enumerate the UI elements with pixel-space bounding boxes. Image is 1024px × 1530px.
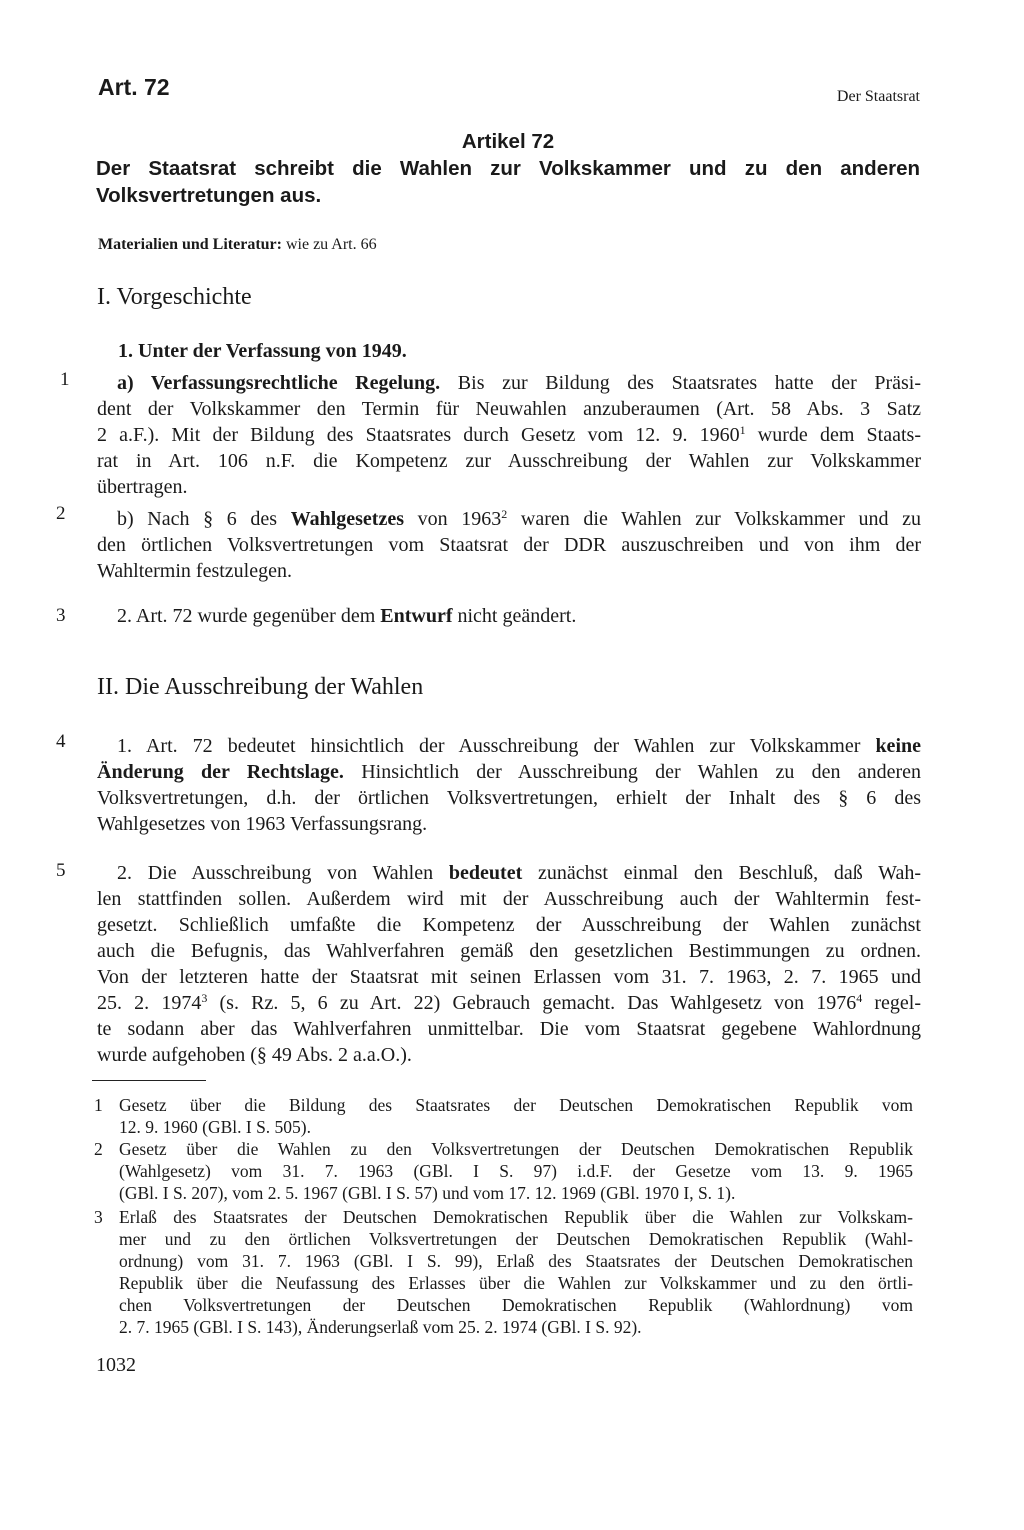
- footnote-ref[interactable]: 4: [856, 991, 863, 1005]
- margin-number: 5: [56, 860, 66, 881]
- margin-number: 4: [56, 731, 66, 752]
- footnote-line: chen Volksvertretungen der Deutschen Demokratischen Republik (Wahlordnung) vom: [119, 1295, 913, 1315]
- text-line: te sodann aber das Wahlverfahren unmittelbar. Die vom Staatsrat gegebene Wahlordnung: [97, 1018, 921, 1040]
- text-line: a) Verfassungsrechtliche Regelung. Bis zur Bildung des Staatsrates hatte der Präsi-: [117, 372, 921, 394]
- article-text-line: Volksvertretungen aus.: [96, 184, 322, 207]
- text-line: Volksvertretungen, d.h. der örtlichen Volksvertretungen, erhielt der Inhalt des § 6 des: [97, 787, 921, 809]
- footnote-2: [94, 1138, 913, 1204]
- footnote-ref[interactable]: 3: [201, 991, 208, 1005]
- footnote-line: 12. 9. 1960 (GBl. I S. 505).: [119, 1117, 312, 1137]
- footnote-number: 2: [94, 1139, 103, 1159]
- footnote-line: 2. 7. 1965 (GBl. I S. 143), Änderungserlaß vom 25. 2. 1974 (GBl. I S. 92).: [119, 1317, 642, 1337]
- footnote-1: [94, 1094, 913, 1138]
- footnote-line: Republik über die Neufassung des Erlasses über die Wahlen zur Volkskammer und zu den örtli-: [119, 1273, 913, 1293]
- footnote-line: (GBl. I S. 207), vom 2. 5. 1967 (GBl. I S. 57) und vom 17. 12. 1969 (GBl. 1970 I, S. 1).: [119, 1183, 736, 1203]
- text-line: wurde aufgehoben (§ 49 Abs. 2 a.a.O.).: [97, 1044, 412, 1066]
- text-line: gesetzt. Schließlich umfaßte die Kompetenz der Ausschreibung der Wahlen zunächst: [97, 914, 921, 936]
- text-line: übertragen.: [97, 476, 188, 498]
- paragraph-4: [97, 733, 921, 837]
- margin-number: 3: [56, 605, 66, 626]
- text-line: dent der Volkskammer den Termin für Neuwahlen anzuberaumen (Art. 58 Abs. 3 Satz: [97, 398, 921, 420]
- text-line: len stattfinden sollen. Außerdem wird mit der Ausschreibung auch der Wahltermin fest-: [97, 888, 921, 910]
- footnote-number: 3: [94, 1207, 103, 1227]
- text-line: Wahlgesetzes von 1963 Verfassungsrang.: [97, 813, 428, 835]
- footnote-3: [94, 1206, 913, 1338]
- footnote-ref[interactable]: 1: [739, 423, 746, 437]
- materials-text: wie zu Art. 66: [285, 236, 377, 253]
- text-line: den örtlichen Volksvertretungen vom Staatsrat der DDR auszuschreiben und von ihm der: [97, 534, 921, 556]
- text-line: rat in Art. 106 n.F. die Kompetenz zur Ausschreibung der Wahlen zur Volkskammer: [97, 450, 921, 472]
- text-line: 2 a.F.). Mit der Bildung des Staatsrates durch Gesetz vom 12. 9. 1960$^1$ wurde dem Staats-: [97, 423, 921, 446]
- footnote-ref[interactable]: 2: [501, 507, 508, 521]
- paragraph-1: [97, 370, 921, 500]
- text-line: 2. Die Ausschreibung von Wahlen bedeutet zunächst einmal den Beschluß, daß Wah-: [117, 862, 921, 884]
- paragraph-2: [97, 506, 921, 584]
- footnote-line: Gesetz über die Bildung des Staatsrates der Deutschen Demokratischen Republik vom: [119, 1095, 913, 1115]
- margin-number: 1: [60, 369, 70, 390]
- article-text-line: Der Staatsrat schreibt die Wahlen zur Volkskammer und zu den anderen: [96, 157, 920, 180]
- paragraph-3: 2. Art. 72 wurde gegenüber dem Entwurf nicht geändert.: [117, 605, 577, 627]
- footnote-line: (Wahlgesetz) vom 31. 7. 1963 (GBl. I S. 97) i.d.F. der Gesetze vom 13. 9. 1965: [119, 1161, 913, 1181]
- text-line: Von der letzteren hatte der Staatsrat mit seinen Erlassen vom 31. 7. 1963, 2. 7. 1965 und: [97, 966, 921, 988]
- materials-label: Materialien und Literatur:: [98, 236, 282, 253]
- text-line: 1. Art. 72 bedeutet hinsichtlich der Ausschreibung der Wahlen zur Volkskammer keine: [117, 735, 921, 757]
- footnote-divider: [92, 1080, 206, 1081]
- footnote-line: Erlaß des Staatsrates der Deutschen Demokratischen Republik über die Wahlen zur Volkskam-: [119, 1207, 913, 1227]
- paragraph-5: [97, 860, 921, 1068]
- materials-line: [98, 236, 377, 254]
- text-line: Wahltermin festzulegen.: [97, 560, 292, 582]
- subheading: 1. Unter der Verfassung von 1949.: [118, 340, 407, 362]
- footnote-line: ordnung) vom 31. 7. 1963 (GBl. I S. 99), Erlaß des Staatsrates der Deutschen Demokratischen: [119, 1251, 913, 1271]
- article-title: Artikel 72: [461, 130, 555, 153]
- running-head: Der Staatsrat: [836, 88, 920, 105]
- footnote-line: mer und zu den örtlichen Volksvertretungen der Deutschen Demokratischen Republik (Wahl-: [119, 1229, 913, 1249]
- text-line: auch die Befugnis, das Wahlverfahren gemäß den gesetzlichen Bestimmungen zu ordnen.: [97, 940, 921, 962]
- article-label: Art. 72: [98, 74, 170, 100]
- text-line: Änderung der Rechtslage. Hinsichtlich der Ausschreibung der Wahlen zu den anderen: [97, 761, 922, 783]
- section-heading-1: I. Vorgeschichte: [97, 284, 252, 310]
- page-number: 1032: [96, 1354, 136, 1376]
- margin-number: 2: [56, 503, 66, 524]
- section-heading-2: II. Die Ausschreibung der Wahlen: [97, 674, 424, 700]
- footnote-line: Gesetz über die Wahlen zu den Volksvertretungen der Deutschen Demokratischen Republik: [119, 1139, 913, 1159]
- footnote-number: 1: [94, 1095, 103, 1115]
- text-line: 25. 2. 1974$^3$ (s. Rz. 5, 6 zu Art. 22) Gebrauch gemacht. Das Wahlgesetz von 1976$^4$ regel-: [97, 991, 922, 1014]
- text-line: b) Nach § 6 des Wahlgesetzes von 1963$^2$ waren die Wahlen zur Volkskammer und zu: [117, 507, 921, 530]
- article-heading: [96, 128, 920, 209]
